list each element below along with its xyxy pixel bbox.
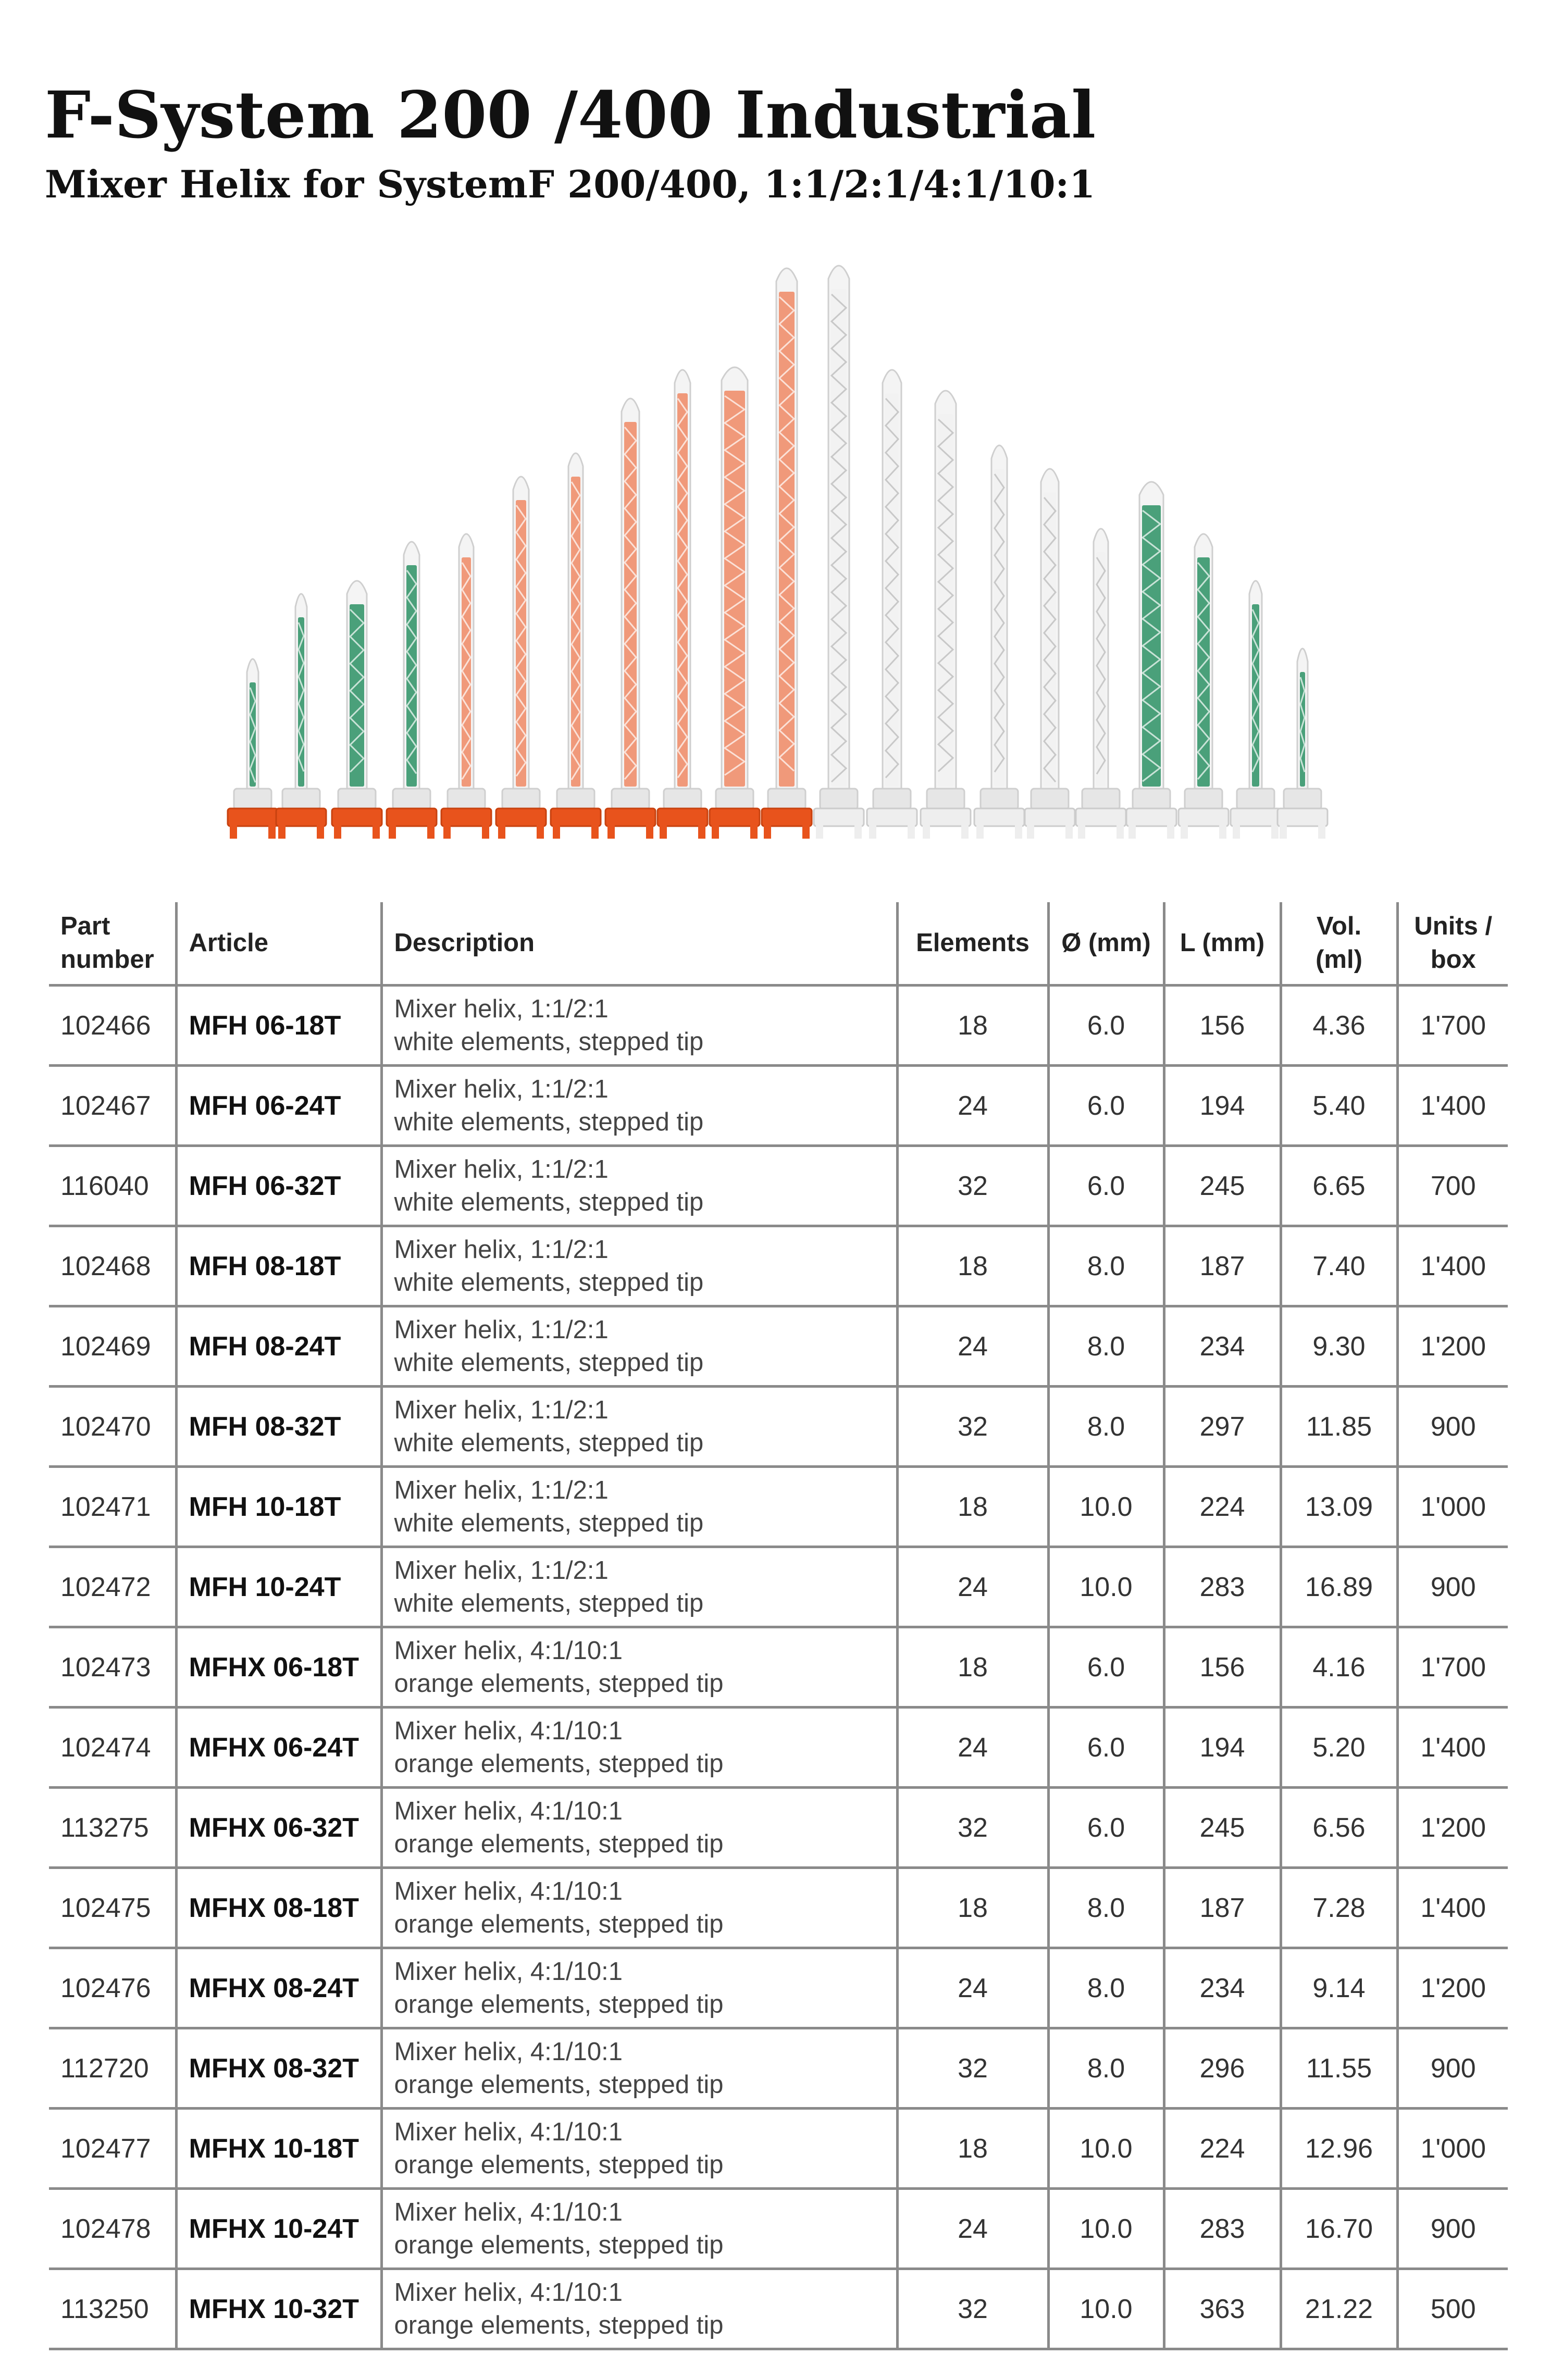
description-line-1: Mixer helix, 1:1/2:1 xyxy=(394,1395,609,1424)
volume-cell: 4.36 xyxy=(1281,986,1397,1066)
diameter-cell: 6.0 xyxy=(1048,986,1164,1066)
description-cell xyxy=(381,2189,897,2269)
mixer-9 xyxy=(658,370,708,839)
elements-cell: 32 xyxy=(897,1387,1048,1467)
length-cell: 194 xyxy=(1164,1066,1281,1146)
part-number-cell: 113275 xyxy=(49,1788,176,1868)
description-line-2: white elements, stepped tip xyxy=(394,1589,704,1617)
article-cell: MFHX 06-32T xyxy=(176,1788,381,1868)
article-cell: MFHX 06-24T xyxy=(176,1708,381,1788)
table-header-row xyxy=(49,902,1508,986)
units-per-box-cell: 900 xyxy=(1397,2028,1508,2109)
description-line-1: Mixer helix, 1:1/2:1 xyxy=(394,1315,609,1344)
description-line-2: orange elements, stepped tip xyxy=(394,1910,724,1938)
description-cell xyxy=(381,1547,897,1627)
length-cell: 363 xyxy=(1164,2269,1281,2349)
description-cell xyxy=(381,1146,897,1226)
article-cell: MFHX 06-18T xyxy=(176,1627,381,1708)
article-cell: MFHX 10-24T xyxy=(176,2189,381,2269)
length-cell: 156 xyxy=(1164,986,1281,1066)
units-per-box-cell: 1'400 xyxy=(1397,1226,1508,1306)
volume-cell: 7.40 xyxy=(1281,1226,1397,1306)
description-line-1: Mixer helix, 4:1/10:1 xyxy=(394,2117,623,2146)
description-line-2: orange elements, stepped tip xyxy=(394,1669,724,1698)
mixer-13 xyxy=(867,370,917,839)
description-line-1: Mixer helix, 4:1/10:1 xyxy=(394,1877,623,1905)
table-row xyxy=(49,1948,1508,2028)
description-cell xyxy=(381,2269,897,2349)
elements-cell: 18 xyxy=(897,1467,1048,1547)
length-cell: 283 xyxy=(1164,2189,1281,2269)
part-number-cell: 102478 xyxy=(49,2189,176,2269)
units-per-box-cell: 1'200 xyxy=(1397,1788,1508,1868)
part-number-cell: 102471 xyxy=(49,1467,176,1547)
description-cell xyxy=(381,1708,897,1788)
units-per-box-cell: 1'000 xyxy=(1397,1467,1508,1547)
description-line-2: orange elements, stepped tip xyxy=(394,2070,724,2099)
mixer-1 xyxy=(228,659,278,839)
description-line-1: Mixer helix, 1:1/2:1 xyxy=(394,1556,609,1585)
length-cell: 224 xyxy=(1164,1467,1281,1547)
part-number-cell: 102467 xyxy=(49,1066,176,1146)
diameter-cell: 8.0 xyxy=(1048,1306,1164,1387)
table-row xyxy=(49,2028,1508,2109)
description-cell xyxy=(381,1788,897,1868)
description-line-2: orange elements, stepped tip xyxy=(394,2311,724,2339)
length-cell: 234 xyxy=(1164,1306,1281,1387)
table-row xyxy=(49,1627,1508,1708)
col-header-length: L (mm) xyxy=(1164,902,1281,986)
length-cell: 187 xyxy=(1164,1226,1281,1306)
article-cell: MFH 06-18T xyxy=(176,986,381,1066)
description-line-1: Mixer helix, 4:1/10:1 xyxy=(394,1716,623,1745)
volume-cell: 16.70 xyxy=(1281,2189,1397,2269)
diameter-cell: 8.0 xyxy=(1048,1226,1164,1306)
description-cell xyxy=(381,2028,897,2109)
description-cell xyxy=(381,1066,897,1146)
diameter-cell: 6.0 xyxy=(1048,1708,1164,1788)
description-line-2: white elements, stepped tip xyxy=(394,1027,704,1056)
volume-cell: 11.85 xyxy=(1281,1387,1397,1467)
part-number-cell: 113250 xyxy=(49,2269,176,2349)
units-per-box-cell: 1'400 xyxy=(1397,1066,1508,1146)
volume-cell: 5.40 xyxy=(1281,1066,1397,1146)
part-number-cell: 102475 xyxy=(49,1868,176,1948)
table-row xyxy=(49,1306,1508,1387)
units-per-box-cell: 900 xyxy=(1397,1387,1508,1467)
units-per-box-cell: 700 xyxy=(1397,1146,1508,1226)
description-line-1: Mixer helix, 4:1/10:1 xyxy=(394,2278,623,2307)
mixer-18 xyxy=(1126,482,1176,839)
spec-table xyxy=(49,902,1508,2350)
elements-cell: 18 xyxy=(897,986,1048,1066)
part-number-cell: 102468 xyxy=(49,1226,176,1306)
volume-cell: 13.09 xyxy=(1281,1467,1397,1547)
table-row xyxy=(49,986,1508,1066)
part-number-cell: 116040 xyxy=(49,1146,176,1226)
description-cell xyxy=(381,1226,897,1306)
description-line-1: Mixer helix, 4:1/10:1 xyxy=(394,1636,623,1665)
article-cell: MFHX 10-32T xyxy=(176,2269,381,2349)
mixer-17 xyxy=(1076,529,1126,839)
elements-cell: 32 xyxy=(897,1146,1048,1226)
length-cell: 296 xyxy=(1164,2028,1281,2109)
elements-cell: 18 xyxy=(897,1868,1048,1948)
part-number-cell: 102473 xyxy=(49,1627,176,1708)
article-cell: MFHX 08-18T xyxy=(176,1868,381,1948)
col-header-part-number: Part number xyxy=(49,902,176,986)
description-line-2: orange elements, stepped tip xyxy=(394,2150,724,2179)
mixer-15 xyxy=(974,445,1024,839)
units-per-box-cell: 1'200 xyxy=(1397,1306,1508,1387)
elements-cell: 24 xyxy=(897,1066,1048,1146)
mixer-11 xyxy=(762,268,812,839)
part-number-cell: 102470 xyxy=(49,1387,176,1467)
diameter-cell: 8.0 xyxy=(1048,1387,1164,1467)
volume-cell: 9.14 xyxy=(1281,1948,1397,2028)
table-row xyxy=(49,1146,1508,1226)
length-cell: 224 xyxy=(1164,2109,1281,2189)
part-number-cell: 102477 xyxy=(49,2109,176,2189)
mixer-6 xyxy=(496,477,546,839)
elements-cell: 32 xyxy=(897,1788,1048,1868)
volume-cell: 12.96 xyxy=(1281,2109,1397,2189)
description-line-1: Mixer helix, 1:1/2:1 xyxy=(394,1155,609,1183)
table-row xyxy=(49,2189,1508,2269)
volume-cell: 11.55 xyxy=(1281,2028,1397,2109)
description-cell xyxy=(381,1467,897,1547)
article-cell: MFH 06-32T xyxy=(176,1146,381,1226)
table-row xyxy=(49,1387,1508,1467)
mixer-5 xyxy=(441,534,491,839)
mixer-12 xyxy=(814,266,864,839)
volume-cell: 21.22 xyxy=(1281,2269,1397,2349)
diameter-cell: 10.0 xyxy=(1048,2269,1164,2349)
elements-cell: 18 xyxy=(897,1627,1048,1708)
table-row xyxy=(49,1868,1508,1948)
units-per-box-cell: 1'200 xyxy=(1397,1948,1508,2028)
description-line-2: white elements, stepped tip xyxy=(394,1268,704,1297)
description-line-1: Mixer helix, 1:1/2:1 xyxy=(394,994,609,1023)
length-cell: 297 xyxy=(1164,1387,1281,1467)
article-cell: MFHX 08-32T xyxy=(176,2028,381,2109)
mixer-8 xyxy=(605,398,655,839)
mixer-19 xyxy=(1179,534,1229,839)
units-per-box-cell: 500 xyxy=(1397,2269,1508,2349)
length-cell: 283 xyxy=(1164,1547,1281,1627)
description-cell xyxy=(381,1387,897,1467)
volume-cell: 6.65 xyxy=(1281,1146,1397,1226)
diameter-cell: 6.0 xyxy=(1048,1066,1164,1146)
col-header-volume: Vol. (ml) xyxy=(1281,902,1397,986)
article-cell: MFH 08-32T xyxy=(176,1387,381,1467)
description-line-2: orange elements, stepped tip xyxy=(394,1990,724,2018)
description-line-2: white elements, stepped tip xyxy=(394,1188,704,1216)
diameter-cell: 10.0 xyxy=(1048,2189,1164,2269)
units-per-box-cell: 1'000 xyxy=(1397,2109,1508,2189)
table-row xyxy=(49,1066,1508,1146)
diameter-cell: 10.0 xyxy=(1048,1467,1164,1547)
elements-cell: 24 xyxy=(897,1708,1048,1788)
table-row xyxy=(49,2269,1508,2349)
description-line-1: Mixer helix, 1:1/2:1 xyxy=(394,1235,609,1264)
volume-cell: 7.28 xyxy=(1281,1868,1397,1948)
elements-cell: 18 xyxy=(897,1226,1048,1306)
article-cell: MFH 08-24T xyxy=(176,1306,381,1387)
description-line-1: Mixer helix, 4:1/10:1 xyxy=(394,2037,623,2066)
col-header-units-per-box: Units / box xyxy=(1397,902,1508,986)
mixer-16 xyxy=(1025,469,1075,839)
table-row xyxy=(49,1547,1508,1627)
diameter-cell: 8.0 xyxy=(1048,1868,1164,1948)
page-title: F-System 200 /400 Industrial xyxy=(45,78,1096,153)
description-line-1: Mixer helix, 1:1/2:1 xyxy=(394,1075,609,1103)
mixer-20 xyxy=(1231,581,1281,839)
diameter-cell: 8.0 xyxy=(1048,1948,1164,2028)
description-line-2: orange elements, stepped tip xyxy=(394,1829,724,1858)
elements-cell: 32 xyxy=(897,2269,1048,2349)
page-subtitle: Mixer Helix for SystemF 200/400, 1:1/2:1/4:1/10:1 xyxy=(45,162,1096,206)
description-line-1: Mixer helix, 4:1/10:1 xyxy=(394,1957,623,1986)
units-per-box-cell: 900 xyxy=(1397,2189,1508,2269)
volume-cell: 6.56 xyxy=(1281,1788,1397,1868)
part-number-cell: 102466 xyxy=(49,986,176,1066)
elements-cell: 24 xyxy=(897,1306,1048,1387)
table-row xyxy=(49,1788,1508,1868)
volume-cell: 16.89 xyxy=(1281,1547,1397,1627)
table-body xyxy=(49,986,1508,2349)
article-cell: MFH 06-24T xyxy=(176,1066,381,1146)
col-header-description: Description xyxy=(381,902,897,986)
diameter-cell: 6.0 xyxy=(1048,1146,1164,1226)
description-line-2: white elements, stepped tip xyxy=(394,1509,704,1537)
description-cell xyxy=(381,986,897,1066)
article-cell: MFH 10-24T xyxy=(176,1547,381,1627)
mixer-3 xyxy=(332,581,382,839)
description-cell xyxy=(381,1868,897,1948)
diameter-cell: 10.0 xyxy=(1048,2109,1164,2189)
col-header-diameter: Ø (mm) xyxy=(1048,902,1164,986)
elements-cell: 32 xyxy=(897,2028,1048,2109)
volume-cell: 5.20 xyxy=(1281,1708,1397,1788)
part-number-cell: 102472 xyxy=(49,1547,176,1627)
mixer-14 xyxy=(921,391,971,839)
length-cell: 194 xyxy=(1164,1708,1281,1788)
units-per-box-cell: 1'400 xyxy=(1397,1868,1508,1948)
col-header-article: Article xyxy=(176,902,381,986)
length-cell: 187 xyxy=(1164,1868,1281,1948)
elements-cell: 24 xyxy=(897,2189,1048,2269)
length-cell: 234 xyxy=(1164,1948,1281,2028)
mixer-7 xyxy=(551,453,601,839)
diameter-cell: 6.0 xyxy=(1048,1788,1164,1868)
table-row xyxy=(49,2109,1508,2189)
description-line-2: white elements, stepped tip xyxy=(394,1348,704,1377)
table-row xyxy=(49,1226,1508,1306)
elements-cell: 18 xyxy=(897,2109,1048,2189)
col-header-elements: Elements xyxy=(897,902,1048,986)
units-per-box-cell: 1'700 xyxy=(1397,986,1508,1066)
part-number-cell: 112720 xyxy=(49,2028,176,2109)
description-line-2: white elements, stepped tip xyxy=(394,1428,704,1457)
table-row xyxy=(49,1467,1508,1547)
mixer-2 xyxy=(276,594,326,839)
description-cell xyxy=(381,1306,897,1387)
article-cell: MFHX 10-18T xyxy=(176,2109,381,2189)
table-row xyxy=(49,1708,1508,1788)
description-line-2: orange elements, stepped tip xyxy=(394,2231,724,2259)
diameter-cell: 8.0 xyxy=(1048,2028,1164,2109)
description-line-1: Mixer helix, 4:1/10:1 xyxy=(394,2198,623,2226)
diameter-cell: 10.0 xyxy=(1048,1547,1164,1627)
description-cell xyxy=(381,1627,897,1708)
part-number-cell: 102469 xyxy=(49,1306,176,1387)
article-cell: MFH 10-18T xyxy=(176,1467,381,1547)
elements-cell: 24 xyxy=(897,1948,1048,2028)
elements-cell: 24 xyxy=(897,1547,1048,1627)
volume-cell: 4.16 xyxy=(1281,1627,1397,1708)
units-per-box-cell: 1'700 xyxy=(1397,1627,1508,1708)
mixer-4 xyxy=(387,542,437,839)
length-cell: 156 xyxy=(1164,1627,1281,1708)
length-cell: 245 xyxy=(1164,1788,1281,1868)
description-line-1: Mixer helix, 1:1/2:1 xyxy=(394,1476,609,1504)
length-cell: 245 xyxy=(1164,1146,1281,1226)
description-line-2: orange elements, stepped tip xyxy=(394,1749,724,1778)
units-per-box-cell: 900 xyxy=(1397,1547,1508,1627)
units-per-box-cell: 1'400 xyxy=(1397,1708,1508,1788)
description-cell xyxy=(381,2109,897,2189)
mixer-10 xyxy=(710,367,760,839)
product-photo xyxy=(0,250,1563,875)
article-cell: MFHX 08-24T xyxy=(176,1948,381,2028)
article-cell: MFH 08-18T xyxy=(176,1226,381,1306)
mixer-21 xyxy=(1277,649,1328,839)
diameter-cell: 6.0 xyxy=(1048,1627,1164,1708)
description-line-2: white elements, stepped tip xyxy=(394,1107,704,1136)
part-number-cell: 102476 xyxy=(49,1948,176,2028)
volume-cell: 9.30 xyxy=(1281,1306,1397,1387)
part-number-cell: 102474 xyxy=(49,1708,176,1788)
description-cell xyxy=(381,1948,897,2028)
description-line-1: Mixer helix, 4:1/10:1 xyxy=(394,1797,623,1825)
